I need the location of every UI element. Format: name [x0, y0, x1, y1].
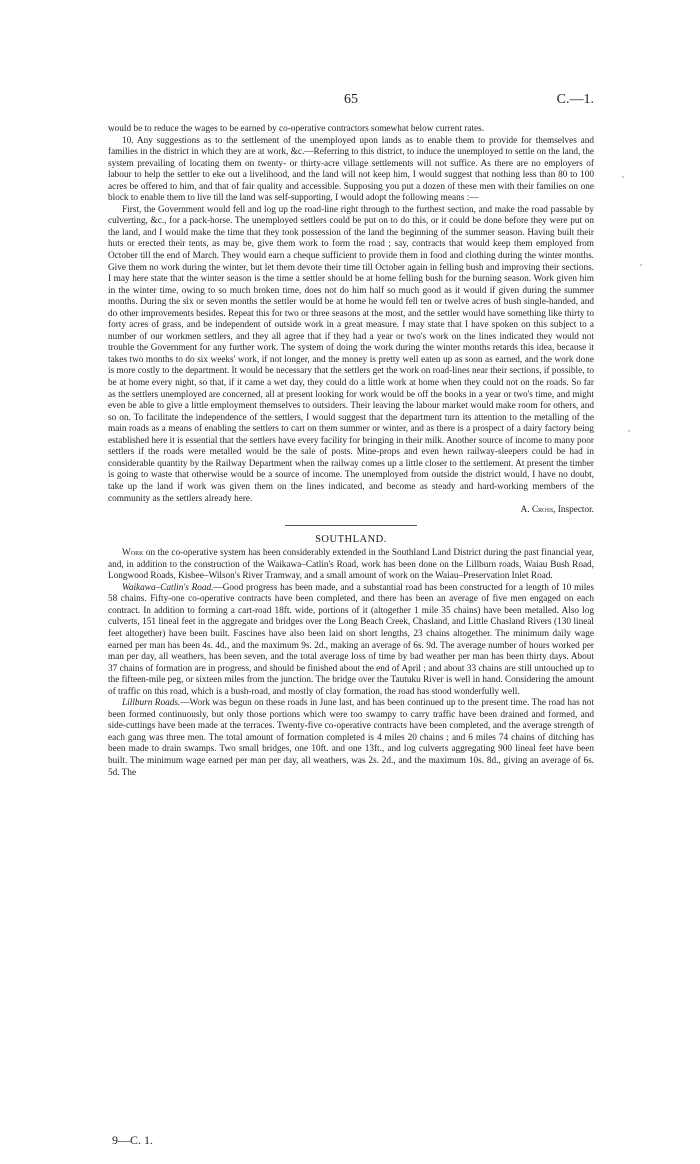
- inspector-signature: [108, 505, 594, 517]
- subsection-title: Waikawa–Catlin's Road.: [122, 582, 214, 593]
- paragraph-text: —Work was begun on these roads in June last, and has been continued up to the present time. The road has not been formed continuously, but only those portions which were too swampy to carry traffic have been drained and formed, and side-cuttings have been made at the terraces. Twenty-five co-operative contracts have been completed, and the average strength of each gang was three men. The total amount of formation completed is 4 miles 20 chains ; and 6 miles 74 chains of ditching has been made to drain swamps. Two small bridges, one 10ft. and one 13ft., and log culverts aggregating 900 lineal feet have been built. The minimum wage earned per man per day, all weathers, was 2s. 2d., and the maximum 10s. 8d., giving an average of 6s. 5d. The: [108, 698, 594, 778]
- lead-word: Work: [122, 548, 144, 559]
- paper-speck: [622, 176, 624, 178]
- paragraph-southland-intro: [108, 548, 594, 583]
- body-text: [108, 124, 594, 779]
- paragraph-proposal: First, the Government would fell and log up the road-line right through to the furthest section, and make the road passable by culverting, &c., for a pack-horse. The unemployed settlers could be put on to do this, or it could be done before they were put on the land, and I would make the time that they took possession of the land the beginning of the summer season. Having built their huts or erected their tents, as may be, give them work to form the road ; say, contracts that would keep them employed from October till the end of March. They would earn a cheque sufficient to provide them in food and clothing during the winter months. Give them no work during the winter, but let them devote their time till October again in felling bush and improving their sections. I may here state that the winter season is the time a settler should be at home felling bush for the burning season. Work given him in the winter time, owing to so much broken time, does not do him half so much good as it would if given during the summer months. During the six or seven months the settler would be at home he would fell ten or twelve acres of bush single-handed, and do other improvements besides. Repeat this for two or three seasons at the most, and the settler would have something like thirty to forty acres of grass, and be independent of outside work in a great measure. I may state that I have spoken on this subject to a number of our workmen settlers, and they all agree that if they had a year or two's work on the lines indicated they would not trouble the Government for any further work. The system of doing the work during the winter months retards this idea, because it takes two months to do six weeks' work, if not longer, and the money is pretty well eaten up as soon as earned, and the work done is more costly to the department. It would be necessary that the settlers get the work on road-lines near their sections, if possible, to be at home every night, so that, if it came a wet day, they could do a little work at home when they could not on the roads. So far as the settlers unemployed are concerned, all at present looking for work would be off the books in a year or two's time, and might even be able to give a little employment themselves to outsiders. Their leaving the labour market would make room for others, and so on. To facilitate the independence of the settlers, I would suggest that the department turn its attention to the metalling of the main roads as a means of enabling the settlers to cart on them summer or winter, and as there is a prospect of a dairy factory being established here it is essential that the settlers have every facility for bringing in their milk. Another source of income to many poor settlers if the roads were metalled would be the sale of posts. Mine-props and even hewn railway-sleepers could be had in considerable quantity by the Railway Department when the railway comes up a little closer to the settlement. At present the timber is going to waste that otherwise would be a source of income. The unemployed from outside the district would, I have no doubt, take up the land if work was given them on the lines indicated, and become as steady and hard-working members of the community as the settlers already here.: [108, 204, 595, 504]
- paragraph-continuation: would be to reduce the wages to be earned by co-operative contractors somewhat below current rates.: [108, 124, 485, 134]
- paragraph-text: —Good progress has been made, and a substantial road has been constructed for a length of 10 miles 58 chains. Fifty-one co-operative contracts have been completed, and there has been an average of five men engaged on each contract. In addition to forming a cart-road 18ft. wide, portions of it (altogether 1 mile 35 chains) have been metalled. Also log culverts, 151 lineal feet in the aggregate and bridges over the Long Beach Creek, Chasland, and Little Chasland Rivers (130 lineal feet altogether) have been built. Fascines have also been laid on short lengths, 23 chains altogether. The minimum daily wage earned per man has been 4s. 4d., and the maximum 9s. 2d., making an average of 6s. 9d. The average number of hours worked per man per day, all weathers, has been seven, and the total average loss of time by bad weather per man has been thirty days. About 37 chains of formation are in progress, and should be finished about the end of April ; and about 33 chains are still untouched up to the fifteen-mile peg, or sixteen miles from the junction. The bridge over the Tautuku River is well in hand. Considering the amount of traffic on this road, which is a bush-road, and mostly of clay formation, the road has stood wonderfully well.: [108, 582, 594, 697]
- paragraph-waikawa-catlins-road: [108, 583, 594, 698]
- paragraph-question-10: 10. Any suggestions as to the settlement of the unemployed upon lands as to enable them to provide for themselves and families in the district in which they are at work, &c.—Referring to this district, to induce the unemployed to settle on the land, the system prevailing of locating them on twenty- or thirty-acre village settlements will not suffice. As there are no employers of labour to help the settler to eke out a livelihood, and the land will not keep him, I would suggest that nothing less than 80 to 100 acres be offered to him, and that of fair quality and accessible. Supposing you put a dozen of these men with their families on one block to enable them to live till the land was self-supporting, I would adopt the following means :—: [108, 135, 594, 204]
- paper-speck: [640, 264, 642, 266]
- document-reference: C.—1.: [556, 92, 594, 107]
- signature-name: A. Cross: [520, 505, 554, 516]
- paper-speck: [628, 430, 630, 432]
- subsection-title: Lillburn Roads.: [122, 698, 181, 709]
- page-header: [108, 92, 594, 108]
- signature-title: , Inspector.: [553, 505, 594, 516]
- signature-mark: 9—C. 1.: [112, 1133, 154, 1147]
- paragraph-lillburn-roads: [108, 698, 594, 779]
- section-heading-southland: SOUTHLAND.: [315, 533, 387, 545]
- page-number: 65: [344, 92, 358, 107]
- section-divider: [285, 525, 417, 526]
- paragraph-text: on the co-operative system has been considerably extended in the Southland Land District during the past financial year, and, in addition to the construction of the Waikawa–Catlin's Road, work has been done on the Lillburn roads, Waiau Bush Road, Longwood Roads, Kisbee–Wilson's River Tramway, and a small amount of work on the Waiau–Preservation Inlet Road.: [108, 548, 594, 582]
